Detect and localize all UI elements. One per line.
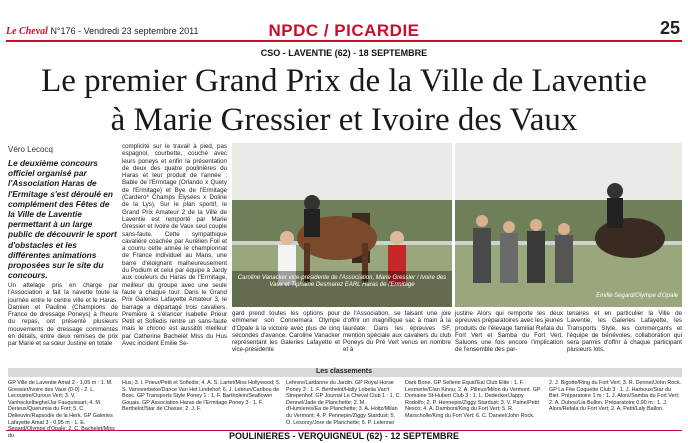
photo-podium — [232, 143, 452, 307]
body-column-6: tenaires et en particulier la Ville de Laventie, les Galeries Lafayette, les Transports Style, les commerçants et l'équipe de bénévoles, collaboration qui sera parmis d'offrir à chaque participant plusieurs lots. — [567, 310, 682, 354]
results-column-1: GP Ville de Laventie Amat 2 - 1,05 m : 1. M. Gressier/Ivoire des Vaux (0-0) - 2. L. Lecoustre/Ourous Vert; 3. V. Vanheckelbeghe/Jar Fauquissart; 4. M. Derieux/Querumia du Fort; 5. C. Delieuvin/Rapsodie de la Herk. GP Galeries Lafayette Amat 3 - 0,95 m : 1. E. du — [8, 380, 113, 439]
page-number: 25 — [659, 18, 680, 38]
body-column-5: justine Alors qui remporte les deux épreuves préparatoires avec les jeunes produits de l'élevage familial Refala du Fort Vert et Samba du Fort Vert. Saluons une fois encore l'implication de l'ensemble des par- — [455, 310, 564, 354]
page-header — [0, 0, 688, 40]
event-line: CSO - LAVENTIE (62) - 18 SEPTEMBRE — [260, 48, 428, 58]
article-lead: Le deuxième concours officiel organisé par l'Association Haras de l'Ermitage s'est déroulé en complément des Fêtes de la Ville de Laventie permettant à un large public de découvrir le sport d'obstacles et les différentes animations proposées sur le site du concours. — [8, 158, 117, 281]
body-column-1: Un attelage pris en charge par l'Association a fait la navette toute la journée entre le centre ville et le Haras. Damien et Pauline (Champions de France de dressage Poneys) à l'heure du repas, ont présenté plusieurs mouvements de dressage commentés en détails, entre deux remises de prix par Marie et sa sœur Justine en totale — [8, 282, 118, 348]
masthead-issue: N°176 - Vendredi 23 septembre 2011 — [50, 26, 199, 36]
photo-winner — [455, 143, 682, 307]
next-event-line: POULINIERES - VERQUIGNEUL (62) - 12 SEPTEMBRE — [229, 431, 459, 441]
results-column-3: Lefevre/Lardanne du Jardin. GP Royal Horse Poney 3 : 1. F. Berthelot/Hally Lobelia Van't Strepenhof. GP Journal Le Cheval Club 1 : 1. C. Dennel/Jade de Planchette; 2. M. d'Humieres/Ea de Planchette; 3. A. Holtz/Milan du Vermont; 4. P. Pennepin/Ziggy Stardust; 5. O. Lesonry/Jore de Planchette; 6. P. Lelenne/ — [286, 380, 401, 426]
header-rule — [6, 40, 682, 42]
byline: Véro Lecocq — [8, 145, 53, 154]
body-column-4: de l'Association, se faisant une joie d'offrir un magnifique sac à main à la lauréate. Dans les épreuves SF, mention spéciale aux cavaliers du club Poneys du Pré Vert venus en nombre et à — [343, 310, 451, 354]
masthead-brand: Le Cheval — [6, 26, 48, 37]
headline-line-1: Le premier Grand Prix de la Ville de Laventie — [41, 63, 647, 99]
results-column-4: Dark Bone. GP Sellerie Equid'Eal Club Elite : 1. F. Lesmerle/Clan Kinou; 2. A. Pilleux/Milon du Vermont. GP Domaine St-Hubert Club 3 : 1. L. Dedecker/Jappy Rodolfo; 2. P. Hennepin/Ziggy Stardust; 3. V. Paine/Petit Nesco; 4. A. Damboni/King du Fort Vert; 5. R. Marscholle/King du Fort Vert; 6. C. Daneel/John Rock. — [405, 380, 541, 419]
photo-winner-figures — [455, 143, 682, 307]
body-column-3: gard prend toutes les options pour emmener son Connemara Olympe d'Opale à la victoire avec plus de cinq secondes d'avance. Caroline Vanacker représentant les Galeries Lafayette et vice-présidente — [232, 310, 340, 354]
results-column-2: Hus; 3. I. Prieur/Petit et Sofiedis; 4. A. S. Lartet/Miss Hollywood; 5. S. Vanoverbeke/Dance Van Het Lindehof; 6. J. Lebrun/Caribou de Bosc. GP Transports Style Poney 1 : 1. F. Bartholein/Seaflower Gouais. GP Association Haras de l'Ermitage Poney 3 : 1. F. Berthelot/Star de Chasse; 2. J. F. — [122, 380, 281, 413]
headline-line-2: à Marie Gressier et Ivoire des Vaux — [110, 102, 578, 138]
footer-date: 12 SEPTEMBRE — [390, 431, 459, 441]
footer-place: POULINIERES - VERQUIGNEUL (62) — [229, 431, 383, 441]
section-region: NPDC / PICARDIE — [268, 21, 420, 40]
photo-podium-caption: Caroline Vanacker vice-présidente de l'Association, Marie Gressier / Ivoire des Vaux et Tiphaine Desmarez EARL Haras de l'Ermitage — [237, 275, 447, 288]
photo-winner-caption: Emilie Segard/Olympe d'Opale — [596, 293, 678, 299]
event-date: 18 SEPTEMBRE — [358, 48, 428, 58]
body-column-2: complicité sur le travail à pied, pas espagnol, courbette, couché avec leurs poneys et enfin la présentation de deux des quatre poulinières du Haras et leur produit de l'année : Babie de l'Ermitage (Orlando x Quety de l'Ermitage) et Bye de l'Ermitage (Cardero* Champs Elysées x Doline de la Lys). Sur le plan sportif, le Grand Prix Amateur 2 de la Ville de Laventie est remporté par Marie Gressier et Ivoire de Vaux seul couple sans-faute. Cette sympathique cavalière coachée par Aurélien Foil et a courru cette année le championnat de France individuel au Mans, une barre d'éloignant malheureusement du Podium et celui par équipe à Jardy aux couleurs du Haras de l'Ermitage, meilleur du groupe avec une seule faute à chaque tour. Dans le Grand Prix Galeries Lafayette Amateur 3, le barrage a départagé trois cavaliers. Première à s'élancer Isabelle Prieur Petit et Sofiedis rentre un sans-faute mais le chrono est aussitôt meilleur par Catherine Bachelet Miss du Hus Avec incident Emilie Se- — [122, 143, 227, 348]
event-place: CSO - LAVENTIE (62) — [260, 48, 351, 58]
results-column-5: 2. J. Bigotte/Ring du Fort Vert; 3. R. Dennel/John Rock. GP La Fée Coquette Club 3 : 1. J. Harboux/Star du Biet. Préparatoire 1 m : 1. J. Alors/Samba du Fort Vert; 2. A. Dubos/Lia Bullon. Préparatoire 0,90 m : 1. J. Alors/Refala du Fort Vert; 2. A. Petit/Laly Ballon. — [549, 380, 682, 413]
results-title: Les classements — [315, 368, 373, 375]
article-headline — [0, 62, 688, 140]
